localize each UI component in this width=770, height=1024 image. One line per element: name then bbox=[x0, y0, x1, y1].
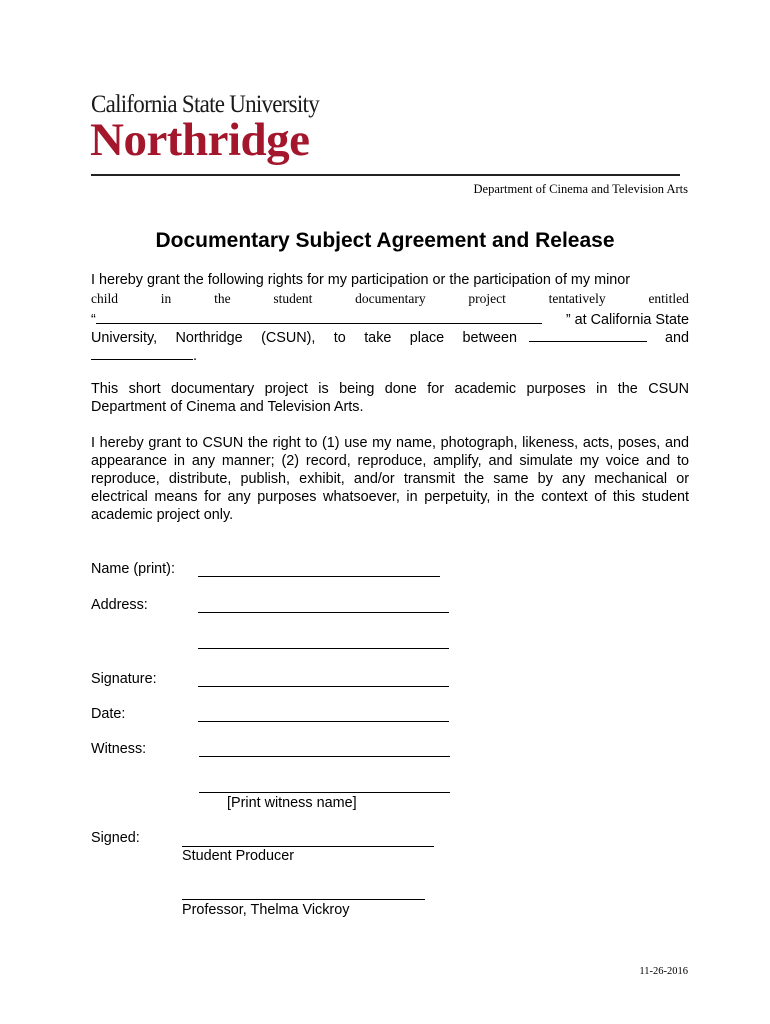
date-label: Date: bbox=[91, 706, 126, 722]
grant-word: in bbox=[160, 291, 172, 306]
witness-name-line[interactable] bbox=[199, 792, 450, 793]
open-quote: “ bbox=[91, 312, 96, 328]
grant-word: Northridge bbox=[175, 330, 243, 346]
logo-university-name: California State University bbox=[91, 91, 319, 118]
grant-line-1 bbox=[91, 272, 689, 288]
logo-campus-name: Northridge bbox=[90, 114, 310, 166]
grant-word: student bbox=[273, 291, 313, 306]
grant-word: and bbox=[664, 330, 689, 346]
rights-paragraph: I hereby grant to CSUN the right to (1) use my name, photograph, likeness, acts, poses, and appearance in any manner; (2) record, reproduce, amplify, and simulate my voice and to reproduce, distribute, publish, exhibit, and/or transmit the same by any mechanical or electrical means for any purposes whatsoever, in perpetuity, in the context of this student academic project only. bbox=[91, 435, 689, 523]
date-field-line[interactable] bbox=[198, 721, 449, 722]
grant-text: ” at California State bbox=[565, 312, 689, 328]
department-name: Department of Cinema and Television Arts bbox=[473, 182, 688, 196]
grant-word: documentary bbox=[355, 291, 426, 306]
grant-word: (CSUN), bbox=[261, 330, 316, 346]
signed-label: Signed: bbox=[91, 830, 140, 846]
signature-field-line[interactable] bbox=[198, 686, 449, 687]
address-label: Address: bbox=[91, 597, 148, 613]
grant-text: I hereby grant the following rights for my participation or the participation of my minor bbox=[91, 272, 631, 288]
address-field-line-2[interactable] bbox=[198, 648, 449, 649]
end-date-blank[interactable] bbox=[91, 345, 193, 360]
grant-word: entitled bbox=[648, 291, 689, 306]
witness-signature-line[interactable] bbox=[199, 756, 450, 757]
name-field-line[interactable] bbox=[198, 576, 440, 577]
student-producer-line[interactable] bbox=[182, 846, 434, 847]
header-divider bbox=[91, 174, 680, 176]
grant-line-2 bbox=[91, 291, 689, 307]
grant-word: the bbox=[214, 291, 231, 306]
name-label: Name (print): bbox=[91, 561, 175, 577]
grant-word: place bbox=[409, 330, 445, 346]
grant-text: . bbox=[193, 348, 197, 364]
footer-date: 11-26-2016 bbox=[639, 966, 688, 977]
project-title-blank[interactable] bbox=[96, 309, 542, 324]
grant-word: University, bbox=[91, 330, 158, 346]
grant-word: between bbox=[462, 330, 517, 346]
signature-label: Signature: bbox=[91, 671, 157, 687]
document-title: Documentary Subject Agreement and Release bbox=[155, 229, 615, 252]
address-field-line-1[interactable] bbox=[198, 612, 449, 613]
grant-word: take bbox=[364, 330, 392, 346]
purpose-paragraph: This short documentary project is being done for academic purposes in the CSUN Department of Cinema and Television Arts. bbox=[91, 381, 689, 415]
grant-word: to bbox=[333, 330, 346, 346]
student-producer-caption: Student Producer bbox=[182, 848, 294, 864]
grant-word: tentatively bbox=[548, 291, 606, 306]
grant-line-3 bbox=[91, 309, 689, 328]
grant-line-5 bbox=[91, 345, 689, 364]
start-date-blank[interactable] bbox=[529, 327, 647, 342]
grant-word: project bbox=[468, 291, 506, 306]
print-witness-caption: [Print witness name] bbox=[227, 795, 357, 811]
witness-label: Witness: bbox=[91, 741, 147, 757]
professor-caption: Professor, Thelma Vickroy bbox=[182, 902, 350, 918]
grant-line-4 bbox=[91, 327, 689, 346]
grant-word: child bbox=[91, 291, 118, 306]
professor-signature-line[interactable] bbox=[182, 899, 425, 900]
